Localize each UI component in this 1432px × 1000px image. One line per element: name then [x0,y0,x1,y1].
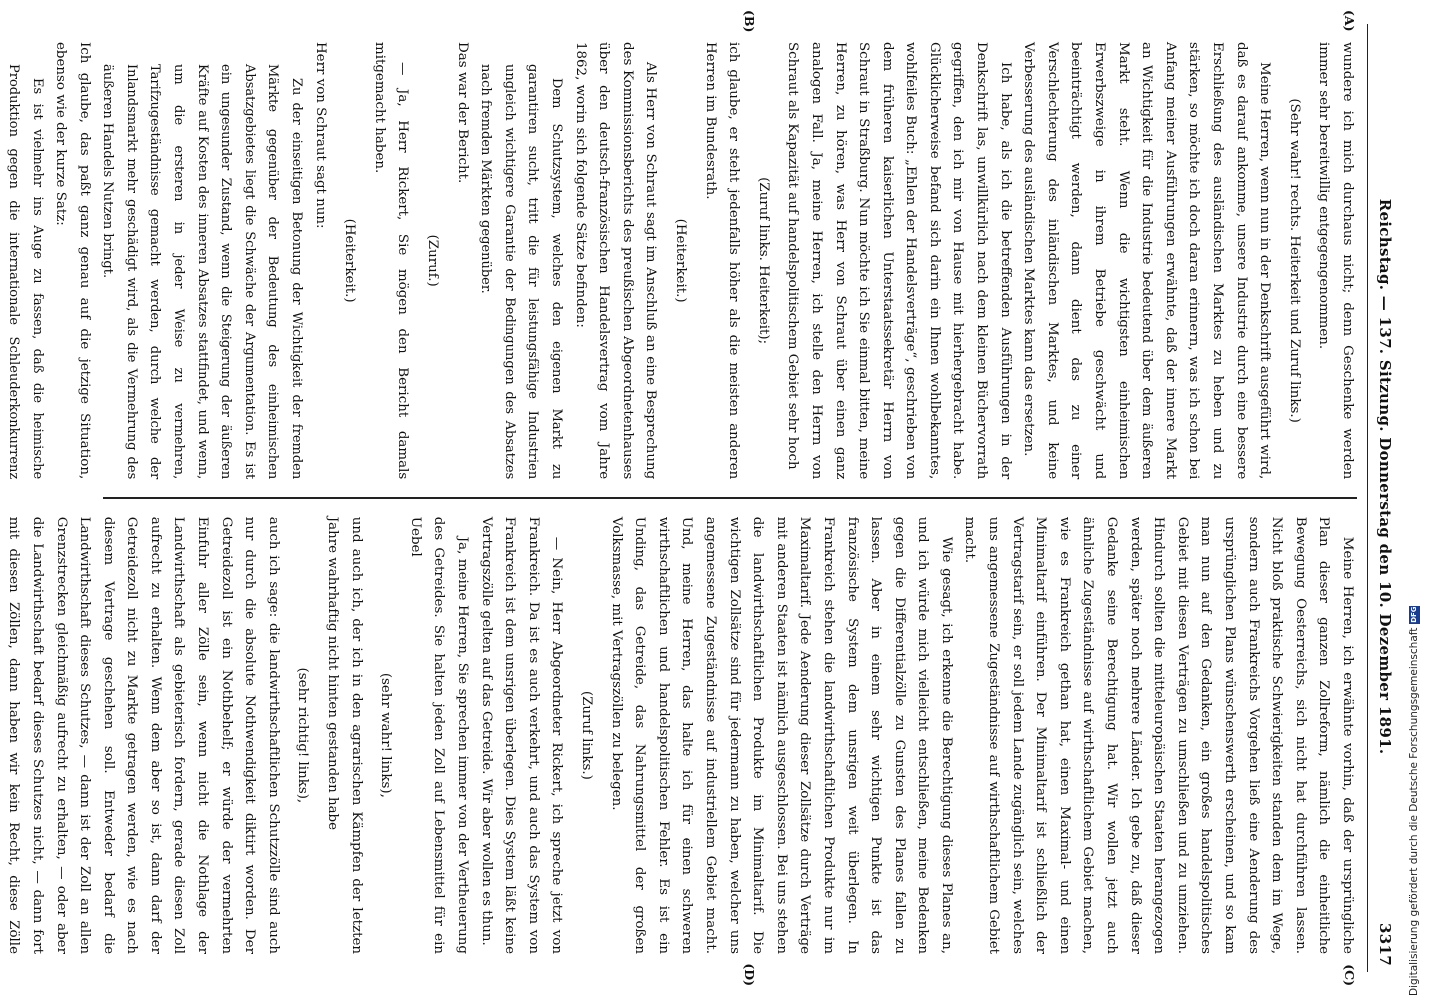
header-title: Reichstag. — 137. Sitzung. Donnerstag den 10. Dezember 1891. [1376,198,1394,755]
interjection: (sehr richtig! links), [295,667,311,804]
paragraph: Ja, meine Herren, Sie sprechen immer von der Vertheuerung des Getreides. Sie halten jeden Zoll auf Lebensmittel für ein Uebel [407,516,471,954]
interjection: (Zuruf.) [425,234,441,287]
paragraph: auch ich sage: die landwirthschaftlichen Schutzzölle sind auch nur durch die absolute Nothwendigkeit diktirt worden. Der Getreidezoll ist ein Nothbehelf; er würde der vermehrten Einfuhr aller Zölle sein, wenn nicht die Nothlage der Landwirthschaft als gebieterisch fordern, gerade diesen Zoll aufrecht zu erhalten. Wenn dem aber so ist, dann darf der Getreidezoll nicht zu Markte getragen werden, wie es nach diesem Vertrage geschehen soll. Entweder bedarf die Landwirthschaft dieses Schutzes, — dann ist der Zoll an allen Grenzstrecken gleichmäßig aufrecht zu erhalten, — oder aber die Landwirthschaft bedarf dieses Schutzes nicht, — dann fort mit diesen Zöllen, dann haben wir kein Recht, diese Zölle [6,516,281,954]
credit-text: Digitalisierung gefördert durch die Deutsche Forschungsgemeinschaft [1408,627,1420,996]
paragraph: Ich glaube, das paßt ganz genau auf die jetzige Situation, ebenso wie der kurze Satz: [53,42,92,480]
dfg-logo: DFG [1409,606,1418,623]
paragraph: Meine Herren, ich erwähnte vorhin, daß der ursprüngliche Plan dieser ganzen Zollreform, nämlich die einheitliche Bewegung Oesterreichs, sich nicht hat durchführen lassen. Nicht bloß praktische Schwierigkeiten standen dem im Wege, sondern auch Frankreichs Vorgehen ließ eine Aenderung des ursprünglichen Plans wünschenswerth erscheinen, und so kam man nun auf den Gedanken, ein großes handelspolitisches Gebiet mit diesen Verträgen zu umschließen und zu umziehen. Hindurch sollten die mitteleuropäischen Staaten herangezogen werden, später noch mehrere Länder. Ich gebe zu, daß dieser Gedanke seine Berechtigung hat. Wir wollen jetzt auch ähnliche Zugeständnisse auf wirthschaftlichem Gebiet machen, wie es Frankreich gethan hat, einen Maximal- und einen Minimaltarif einführen. Der Minimaltarif ist schließlich der Vertragstarif sein, er soll jedem Lande zugänglich sein, welches uns angemessene Zugeständnisse auf wirthschaftlichem Gebiet macht. [962,516,1355,954]
interjection: (Zuruf links.) [579,690,594,780]
paragraph: ich glaube, er steht jedenfalls höher als die meisten anderen Herren im Bundesrath. [702,42,742,480]
paragraph: Herr von Schraut sagt nun: [312,42,328,229]
interjection: (Heiterkeit.) [672,218,688,303]
digitization-credit [1408,606,1420,996]
paragraph: Ich habe, als ich die betreffenden Ausführungen in der Denkschrift las, unwillkürlich nach dem kleinen Büchervorrath gegriffen, den ich mir von Hause mit hierhergebracht habe. Glücklicherweise befand sich darin ein Ihnen wohlbekanntes, wohlfeiles Buch: „Ehlen der Handelsverträge“, geschrieben von dem früheren kaiserlichen Unterstaatssekretär Herrn von Schraut in Straßburg. Nun möchte ich Sie einmal bitten, meine Herren, zu hören, was Herr von Schraut über einen ganz analogen Fall. Ja, meine Herren, ich stelle den Herrn von Schraut als Kapazität auf handelspolitischem Gebiet sehr hoch [785,42,1013,480]
paragraph: — Nein, Herr Abgeordneter Rickert, ich spreche jetzt von Frankreich. Da ist es auch verkehrt, und auch das System von Frankreich ist dem unsrigen überlegen. Dies System läßt keine Vertragszölle gelten auf das Getreide. Wir aber wollen es thun. [478,516,565,954]
margin-marker-c: (C) [1342,964,1357,986]
interjection: (Zuruf links. Heiterkeit); [755,177,771,345]
quotation: Dem Schutzsystem, welches den eigenen Markt zu garantiren sucht, tritt die für leistungsfähige Industrien ungleich wichtigere Garantie der Bedingungen des Absatzes nach fremden Märkten gegenüber. [478,64,564,480]
page-number: 3317 [1376,923,1394,966]
paragraph: Das war der Bericht. [454,42,470,184]
paragraph: wundere ich mich durchaus nicht; denn Geschenke werden immer sehr bereitwillig entgegengenommen. [1316,42,1355,480]
margin-marker-b: (B) [742,10,757,33]
interjection: (Sehr wahr! rechts. Heiterkeit und Zuruf links.) [1286,98,1302,423]
interjection: (sehr wahr! links), [378,672,394,798]
quotation: Es ist vielmehr ins Auge zu fassen, daß die heimische Produktion gegen die internationale Schleuderkonkurrenz [5,64,45,480]
paragraph: und auch ich, der ich in den agrarischen Kämpfen der letzten Jahre wahrhaftig nicht hinten gestanden habe [325,516,364,954]
margin-marker-d: (D) [742,963,757,986]
paragraph: Als Herr von Schraut sagt im Anschluß an eine Besprechung des Kommissionsberichts des preußischen Abgeordnetenhauses über den deutsch-französischen Handelsvertrag vom Jahre 1862, worin sich folgende Sätze befinden: [572,42,659,480]
interjection: (Heiterkeit.) [342,218,358,303]
page-header [1367,24,1394,972]
left-column [5,24,1363,497]
quotation: Zu der einseitigen Betonung der Wichtigkeit der fremden Märkte gegenüber der Bedeutung des einheimischen Absatzgebietes liegt die Schwäche der Argumentation. Es ist ein ungesunder Zustand, wenn die Steigerung der äußeren Kräfte auf Kosten des inneren Absatzes stattfindet, und wenn, um die ersteren in jeder Weise zu vermehren, Tarifzugeständnisse gemacht werden, durch welche der Inlandsmarkt mehr geschädigt wird, als die Vermehrung des äußeren Handels Nutzen bringt. [100,64,305,480]
paragraph: Meine Herren, wenn nun in der Denkschrift ausgeführt wird, daß es darauf ankomme, unsere Industrie durch eine bessere Erschließung des ausländischen Marktes zu heben und zu stärken, so möchte ich doch daran erinnern, was ich schon bei Anfang meiner Ausführungen erwähnte, daß der innere Markt an Wichtigkeit für die Industrie bedeutend über dem äußeren Markt steht. Wenn die wichtigsten einheimischen Erwerbszweige in ihrem Betriebe geschwächt und beeinträchtigt werden, dann dient das zu einer Verschlechterung des inländischen Marktes, und keine Verbesserung des ausländischen Marktes kann das ersetzen. [1021,42,1273,480]
paragraph: — Ja, Herr Rickert, Sie mögen den Bericht damals mitgemacht haben. [371,42,411,480]
scanned-page [5,8,1400,988]
paragraph: Wie gesagt, ich erkenne die Berechtigung dieses Planes an, und ich würde mich vielleicht entschließen, meine Bedenken gegen die Differentialzölle zu Gunsten des Planes fallen zu lassen. Aber in einem sehr wichtigen Punkte ist das französische System dem unsrigen weit überlegen. In Frankreich stehen die landwirthschaftlichen Produkte nur im Maximaltarif. Jede Aenderung dieser Zollsätze durch Verträge mit anderen Staaten ist nämlich ausgeschlossen. Bei uns stehen die landwirthschaftlichen Produkte im Minimaltarif. Die wichtigen Zollsätze sind für jedermann zu haben, welcher uns angemessene Zugeständnisse auf industriellem Gebiet macht. Und, meine Herren, das halte ich für einen schweren wirthschaftlichen und handelspolitischen Fehler. Es ist ein Unding, das Getreide, das Nahrungsmittel der großen Volksmasse, mit Vertragszöllen zu belegen. [608,516,954,954]
margin-marker-a: (A) [1342,10,1357,32]
right-column [6,499,1363,972]
text-columns [5,10,1363,986]
